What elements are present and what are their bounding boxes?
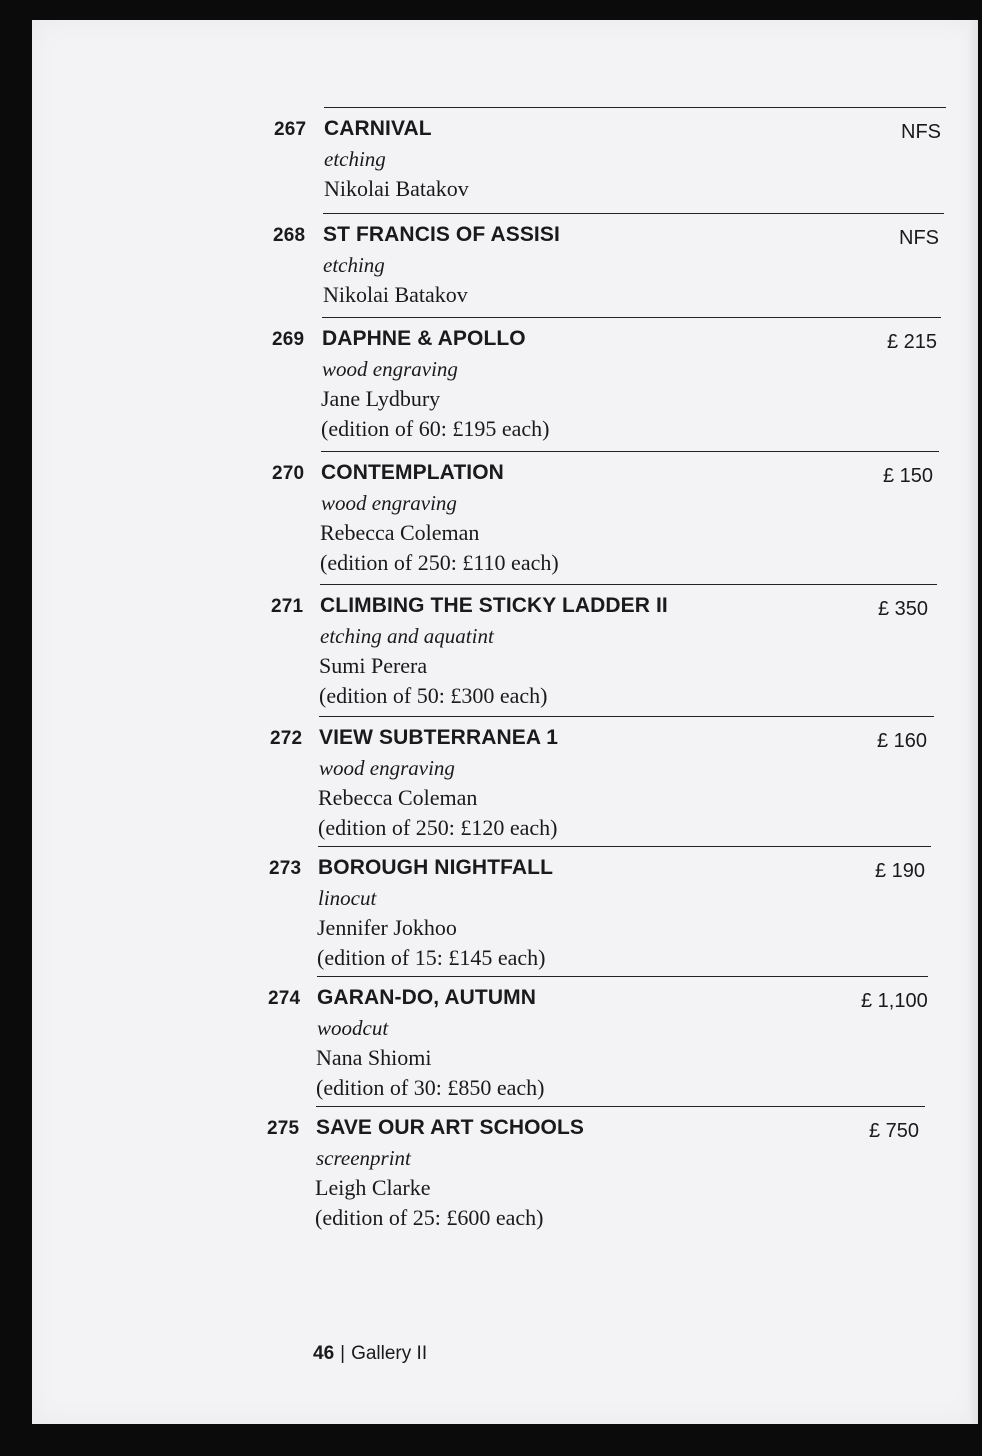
entry-medium: screenprint [316, 1146, 411, 1170]
entry-price: £ 350 [878, 598, 929, 620]
entry-title: SAVE OUR ART SCHOOLS [316, 1116, 585, 1139]
entry-divider [323, 213, 944, 214]
entry-artist: Jennifer Jokhoo [317, 915, 457, 940]
entry-number: 267 [274, 119, 307, 140]
entry-medium: woodcut [317, 1016, 389, 1040]
entry-artist: Rebecca Coleman [318, 785, 478, 810]
entry-price: NFS [899, 227, 939, 249]
entry-title: CARNIVAL [324, 117, 432, 140]
entry-edition: (edition of 50: £300 each) [319, 683, 548, 708]
entry-title: CONTEMPLATION [321, 461, 504, 484]
entry-title: DAPHNE & APOLLO [322, 327, 526, 350]
entry-divider [318, 846, 931, 847]
entry-artist: Nikolai Batakov [323, 282, 468, 307]
catalogue-entry-272 [0, 716, 982, 846]
entry-artist: Leigh Clarke [315, 1175, 431, 1200]
entry-medium: etching [324, 147, 386, 171]
catalogue-entry-274 [0, 976, 982, 1106]
entry-medium: wood engraving [321, 491, 457, 515]
entry-divider [317, 976, 928, 977]
entry-title: CLIMBING THE STICKY LADDER II [320, 594, 668, 617]
entry-medium: linocut [318, 886, 377, 910]
entry-price: £ 160 [877, 730, 928, 752]
entry-medium: wood engraving [319, 756, 455, 780]
entry-artist: Sumi Perera [319, 653, 428, 678]
section-name: Gallery II [351, 1343, 428, 1364]
entry-medium: wood engraving [322, 357, 458, 381]
entry-medium: etching [323, 253, 385, 277]
entry-edition: (edition of 250: £110 each) [320, 550, 559, 575]
entry-price: £ 150 [883, 465, 934, 487]
entry-price: £ 750 [869, 1120, 920, 1142]
entry-edition: (edition of 15: £145 each) [317, 945, 546, 970]
entry-number: 273 [269, 858, 302, 879]
entry-divider [321, 451, 939, 452]
page-footer [313, 1343, 427, 1365]
entry-price: £ 215 [887, 331, 938, 353]
catalogue-entry-270 [0, 451, 982, 581]
catalogue-entry-269 [0, 317, 982, 447]
entry-artist: Jane Lydbury [321, 386, 441, 411]
entry-edition: (edition of 60: £195 each) [321, 416, 550, 441]
entry-title: GARAN-DO, AUTUMN [317, 986, 536, 1009]
entry-artist: Rebecca Coleman [320, 520, 480, 545]
entry-title: VIEW SUBTERRANEA 1 [319, 726, 559, 749]
catalogue-entry-271 [0, 584, 982, 714]
entry-number: 272 [270, 728, 303, 749]
catalogue-entry-275 [0, 1106, 982, 1236]
entry-divider [320, 584, 937, 585]
entry-edition: (edition of 30: £850 each) [316, 1075, 545, 1100]
entry-divider [322, 317, 941, 318]
entry-medium: etching and aquatint [320, 624, 494, 648]
entry-divider [316, 1106, 925, 1107]
entry-price: NFS [901, 121, 941, 143]
entry-number: 275 [267, 1118, 300, 1139]
entry-number: 271 [271, 596, 304, 617]
entry-price: £ 1,100 [861, 990, 928, 1012]
entry-title: ST FRANCIS OF ASSISI [323, 223, 560, 246]
entry-title: BOROUGH NIGHTFALL [318, 856, 554, 879]
entry-divider [324, 107, 946, 108]
entry-number: 269 [272, 329, 305, 350]
entry-artist: Nana Shiomi [316, 1045, 432, 1070]
footer-separator: | [340, 1343, 346, 1364]
entry-divider [319, 716, 934, 717]
entry-price: £ 190 [875, 860, 926, 882]
catalogue-entry-273 [0, 846, 982, 976]
entry-number: 274 [268, 988, 301, 1009]
entry-edition: (edition of 250: £120 each) [318, 815, 558, 840]
entry-edition: (edition of 25: £600 each) [315, 1205, 544, 1230]
entry-number: 270 [272, 463, 305, 484]
page-number: 46 [313, 1343, 335, 1364]
entry-number: 268 [273, 225, 306, 246]
entry-artist: Nikolai Batakov [324, 176, 469, 201]
